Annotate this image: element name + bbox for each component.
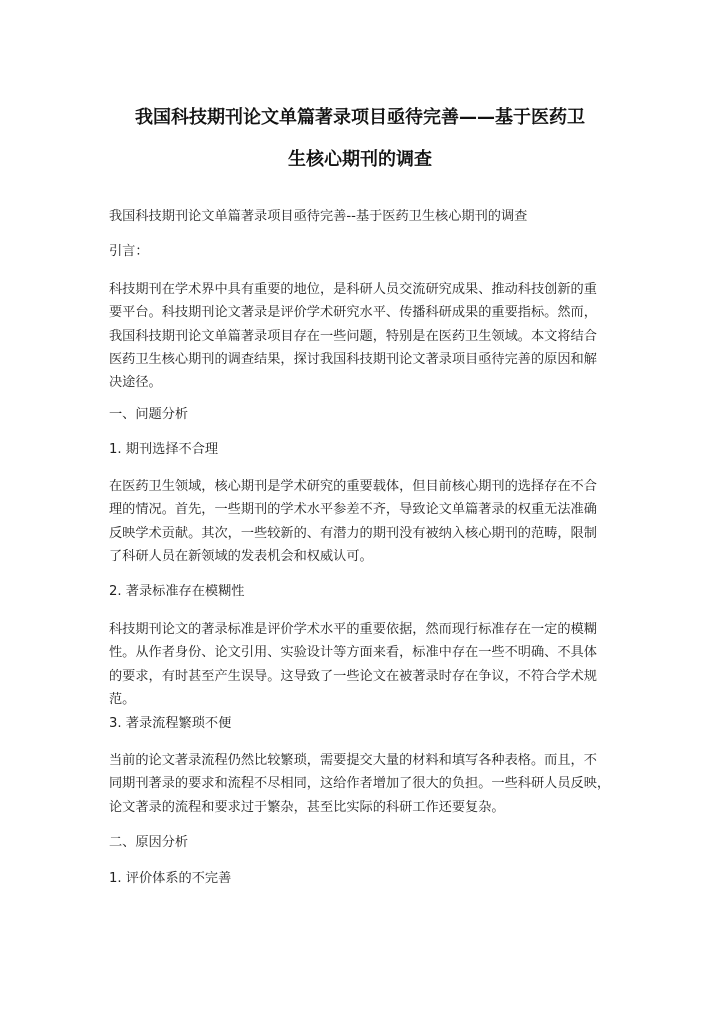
subheading-2-1: 1. 评价体系的不完善 xyxy=(109,871,232,886)
subheading-1-3: 3. 著录流程繁琐不便 xyxy=(109,716,232,731)
subtitle: 我国科技期刊论文单篇著录项目亟待完善--基于医药卫生核心期刊的调查 xyxy=(109,209,528,224)
paragraph-3 xyxy=(109,749,649,819)
line: 当前的论文著录流程仍然比较繁琐，需要提交大量的材料和填写各种表格。而且，不 xyxy=(109,753,597,768)
line: 同期刊著录的要求和流程不尽相同，这给作者增加了很大的负担。一些科研人员反映， xyxy=(109,776,611,792)
line: 论文著录的流程和要求过于繁杂，甚至比实际的科研工作还要复杂。 xyxy=(109,799,505,815)
line: 的要求，有时甚至产生误导。这导致了一些论文在被著录时存在争议，不符合学术规 xyxy=(109,668,597,684)
line: 我国科技期刊论文单篇著录项目存在一些问题，特别是在医药卫生领域。本文将结合 xyxy=(109,328,597,344)
line: 科技期刊在学术界中具有重要的地位，是科研人员交流研究成果、推动科技创新的重 xyxy=(109,282,597,297)
line: 在医药卫生领域，核心期刊是学术研究的重要载体，但目前核心期刊的选择存在不合 xyxy=(109,479,597,494)
title-line-1: 我国科技期刊论文单篇著录项目亟待完善——基于医药卫 xyxy=(135,107,585,128)
line: 决途径。 xyxy=(109,375,162,391)
line: 理的情况。首先，一些期刊的学术水平参差不齐，导致论文单篇著录的权重无法准确 xyxy=(109,502,597,518)
section-heading-2: 二、原因分析 xyxy=(109,835,189,850)
line: 科技期刊论文的著录标准是评价学术水平的重要依据，然而现行标准存在一定的模糊 xyxy=(109,622,597,637)
line: 了科研人员在新领域的发表机会和权威认可。 xyxy=(109,548,373,564)
line: 反映学术贡献。其次，一些较新的、有潜力的期刊没有被纳入核心期刊的范畴，限制 xyxy=(109,525,597,541)
section-heading-1: 一、问题分析 xyxy=(109,407,189,422)
paragraph-1 xyxy=(109,475,649,568)
intro-label: 引言： xyxy=(109,244,149,259)
subheading-1-2: 2. 著录标准存在模糊性 xyxy=(109,584,245,599)
subheading-1-1: 1. 期刊选择不合理 xyxy=(109,442,219,457)
line: 范。 xyxy=(109,691,136,707)
line: 医药卫生核心期刊的调查结果，探讨我国科技期刊论文著录项目亟待完善的原因和解 xyxy=(109,351,597,367)
line: 要平台。科技期刊论文著录是评价学术研究水平、传播科研成果的重要指标。然而， xyxy=(109,305,597,321)
title-line-2: 生核心期刊的调查 xyxy=(288,149,432,170)
paragraph-2 xyxy=(109,618,649,711)
intro-paragraph xyxy=(109,278,649,394)
line: 性。从作者身份、论文引用、实验设计等方面来看，标准中存在一些不明确、不具体 xyxy=(109,645,597,661)
